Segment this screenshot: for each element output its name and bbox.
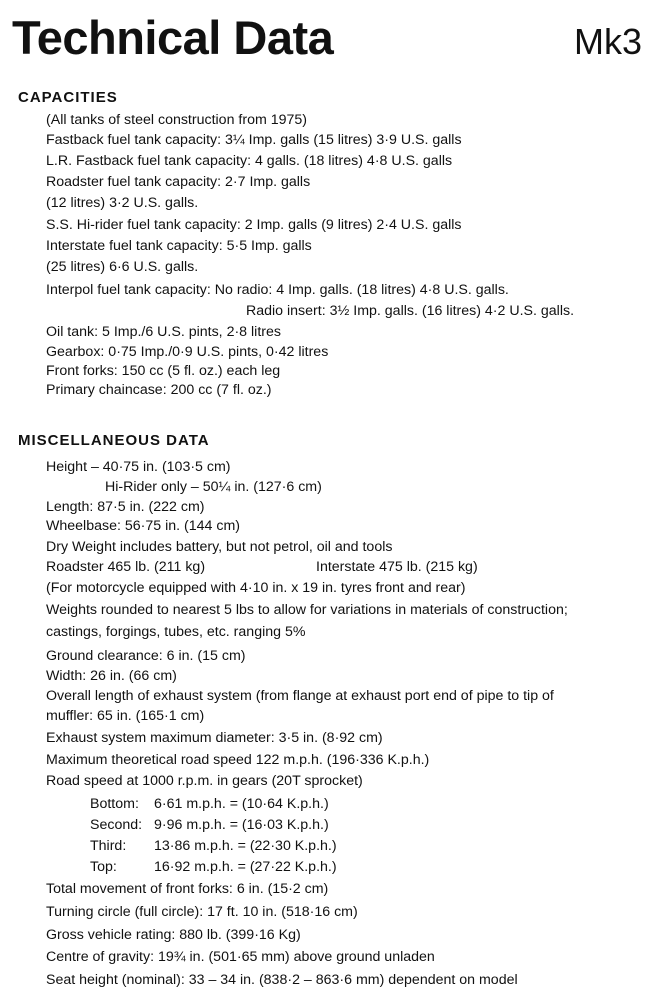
gear-value: 16·92 m.p.h. = (27·22 K.p.h.) (154, 859, 337, 875)
gear-label: Second: (90, 817, 143, 833)
interpol-capacity: Interpol fuel tank capacity: No radio: 4 Imp. galls. (18 litres) 4·8 U.S. galls. (46, 282, 509, 298)
page-title: Technical Data (12, 11, 334, 64)
gear-row-bottom (90, 797, 329, 811)
model-label: Mk3 (573, 21, 642, 62)
roadster-capacity-cont: (12 litres) 3·2 U.S. galls. (46, 195, 199, 211)
height: Height – 40·75 in. (103·5 cm) (46, 459, 231, 475)
centre-of-gravity: Centre of gravity: 19¾ in. (501·65 mm) above ground unladen (46, 949, 435, 965)
exhaust-diameter: Exhaust system maximum diameter: 3·5 in. (8·92 cm) (46, 730, 383, 746)
front-forks: Front forks: 150 cc (5 fl. oz.) each leg (46, 363, 281, 379)
dry-weight: Dry Weight includes battery, but not petrol, oil and tools (46, 539, 393, 555)
gear-label: Third: (90, 838, 127, 854)
gear-row-second (90, 818, 329, 832)
roadster-capacity: Roadster fuel tank capacity: 2·7 Imp. galls (46, 174, 311, 190)
interstate-capacity-cont: (25 litres) 6·6 U.S. galls. (46, 259, 199, 275)
seat-height: Seat height (nominal): 33 – 34 in. (838·2 – 863·6 mm) dependent on model (46, 972, 518, 988)
width: Width: 26 in. (66 cm) (46, 668, 177, 684)
fastback-capacity: Fastback fuel tank capacity: 3¼ Imp. galls (15 litres) 3·9 U.S. galls (46, 132, 462, 148)
weights-row (46, 560, 478, 574)
capacities-note: (All tanks of steel construction from 1975) (46, 112, 308, 128)
wheelbase: Wheelbase: 56·75 in. (144 cm) (46, 518, 240, 534)
primary-chaincase: Primary chaincase: 200 cc (7 fl. oz.) (46, 382, 272, 398)
ground-clearance: Ground clearance: 6 in. (15 cm) (46, 648, 246, 664)
tyres-note: (For motorcycle equipped with 4·10 in. x 19 in. tyres front and rear) (46, 580, 466, 596)
oil-tank: Oil tank: 5 Imp./6 U.S. pints, 2·8 litres (46, 324, 281, 340)
gear-value: 9·96 m.p.h. = (16·03 K.p.h.) (154, 817, 329, 833)
gear-row-top (90, 860, 337, 874)
interstate-weight: Interstate 475 lb. (215 kg) (316, 559, 478, 575)
hi-rider-capacity: S.S. Hi-rider fuel tank capacity: 2 Imp. galls (9 litres) 2·4 U.S. galls (46, 217, 462, 233)
gear-label: Bottom: (90, 796, 139, 812)
interpol-radio-capacity: Radio insert: 3½ Imp. galls. (16 litres) 4·2 U.S. galls. (246, 303, 575, 319)
exhaust-length: Overall length of exhaust system (from flange at exhaust port end of pipe to tip of (46, 688, 554, 704)
interstate-capacity: Interstate fuel tank capacity: 5·5 Imp. galls (46, 238, 312, 254)
weights-note: Weights rounded to nearest 5 lbs to allow for variations in materials of construction; (46, 602, 568, 618)
roadster-weight: Roadster 465 lb. (211 kg) (46, 559, 206, 575)
gear-value: 6·61 m.p.h. = (10·64 K.p.h.) (154, 796, 329, 812)
exhaust-length-cont: muffler: 65 in. (165·1 cm) (46, 708, 205, 724)
gear-value: 13·86 m.p.h. = (22·30 K.p.h.) (154, 838, 337, 854)
gearbox: Gearbox: 0·75 Imp./0·9 U.S. pints, 0·42 litres (46, 344, 329, 360)
turning-circle: Turning circle (full circle): 17 ft. 10 in. (518·16 cm) (46, 904, 358, 920)
fork-movement: Total movement of front forks: 6 in. (15·2 cm) (46, 881, 329, 897)
gear-row-third (90, 839, 337, 853)
misc-heading: MISCELLANEOUS DATA (18, 432, 210, 449)
road-speed-heading: Road speed at 1000 r.p.m. in gears (20T sprocket) (46, 773, 363, 789)
length: Length: 87·5 in. (222 cm) (46, 499, 205, 515)
lr-fastback-capacity: L.R. Fastback fuel tank capacity: 4 galls. (18 litres) 4·8 U.S. galls (46, 153, 453, 169)
hi-rider-height: Hi-Rider only – 50¼ in. (127·6 cm) (105, 479, 322, 495)
gear-label: Top: (90, 859, 117, 875)
max-road-speed: Maximum theoretical road speed 122 m.p.h. (196·336 K.p.h.) (46, 752, 430, 768)
weights-note-cont: castings, forgings, tubes, etc. ranging 5% (46, 624, 306, 640)
capacities-heading: CAPACITIES (18, 89, 118, 106)
gross-vehicle-rating: Gross vehicle rating: 880 lb. (399·16 Kg) (46, 927, 301, 943)
